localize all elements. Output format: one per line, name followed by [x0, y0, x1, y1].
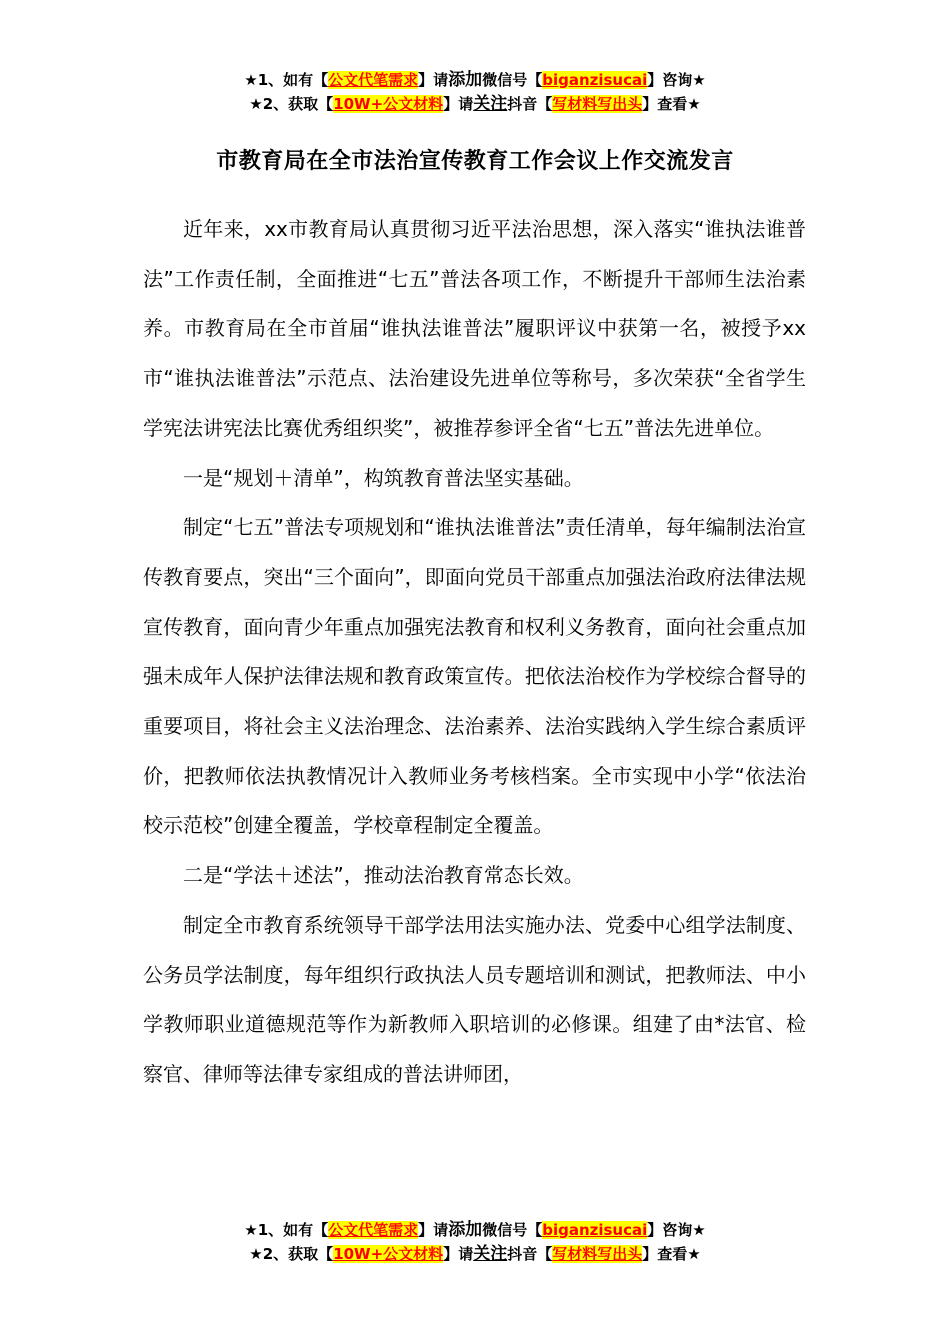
footer-highlight-materials: 10W+公文材料	[333, 1245, 444, 1263]
paragraph-section-2: 制定全市教育系统领导干部学法用法实施办法、党委中心组学法制度、公务员学法制度，每年组织行政执法人员专题培训和测试，把教师法、中小学教师职业道德规范等作为新教师入职培训的必修课。组建了由*法官、检察官、律师等法律专家组成的普法讲师团，	[143, 912, 806, 1086]
footer-banner	[0, 1218, 950, 1266]
highlight-wechat-id: biganzisucai	[542, 71, 648, 89]
paragraph-section-1: 制定“七五”普法专项规划和“谁执法谁普法”责任清单，每年编制法治宣传教育要点，突出“三个面向”，即面向党员干部重点加强法治政府法律法规宣传教育，面向青少年重点加强宪法教育和权利义务教育，面向社会重点加强未成年人保护法律法规和教育政策宣传。把依法治校作为学校综合督导的重要项目，将社会主义法治理念、法治素养、法治实践纳入学生综合素质评价，把教师依法执教情况计入教师业务考核档案。全市实现中小学“依法治校示范校”创建全覆盖，学校章程制定全覆盖。	[143, 515, 806, 838]
highlight-service: 公文代笔需求	[328, 71, 419, 89]
footer-line-1: ★1、如有【公文代笔需求】请添加微信号【biganzisucai】咨询★	[244, 1220, 706, 1240]
header-banner	[0, 68, 950, 116]
highlight-materials: 10W+公文材料	[333, 95, 444, 113]
banner-line-1: ★1、如有【公文代笔需求】请添加微信号【biganzisucai】咨询★	[244, 70, 706, 90]
document-body	[143, 205, 806, 1100]
paragraph-intro: 近年来，xx市教育局认真贯彻习近平法治思想，深入落实“谁执法谁普法”工作责任制，全面推进“七五”普法各项工作，不断提升干部师生法治素养。市教育局在全市首届“谁执法谁普法”履职评议中获第一名，被授予xx市“谁执法谁普法”示范点、法治建设先进单位等称号，多次荣获“全省学生学宪法讲宪法比赛优秀组织奖”，被推荐参评全省“七五”普法先进单位。	[143, 217, 806, 440]
footer-highlight-douyin-account: 写材料写出头	[552, 1245, 643, 1263]
footer-highlight-wechat-id: biganzisucai	[542, 1221, 648, 1239]
banner-line-2: ★2、获取【10W+公文材料】请关注抖音【写材料写出头】查看★	[249, 94, 701, 114]
section-heading-2: 二是“学法＋述法”，推动法治教育常态长效。	[183, 863, 584, 888]
section-heading-1: 一是“规划＋清单”，构筑教育普法坚实基础。	[183, 465, 584, 490]
footer-line-2: ★2、获取【10W+公文材料】请关注抖音【写材料写出头】查看★	[249, 1244, 701, 1264]
footer-highlight-service: 公文代笔需求	[328, 1221, 419, 1239]
highlight-douyin-account: 写材料写出头	[552, 95, 643, 113]
document-title: 市教育局在全市法治宣传教育工作会议上作交流发言	[216, 149, 734, 174]
